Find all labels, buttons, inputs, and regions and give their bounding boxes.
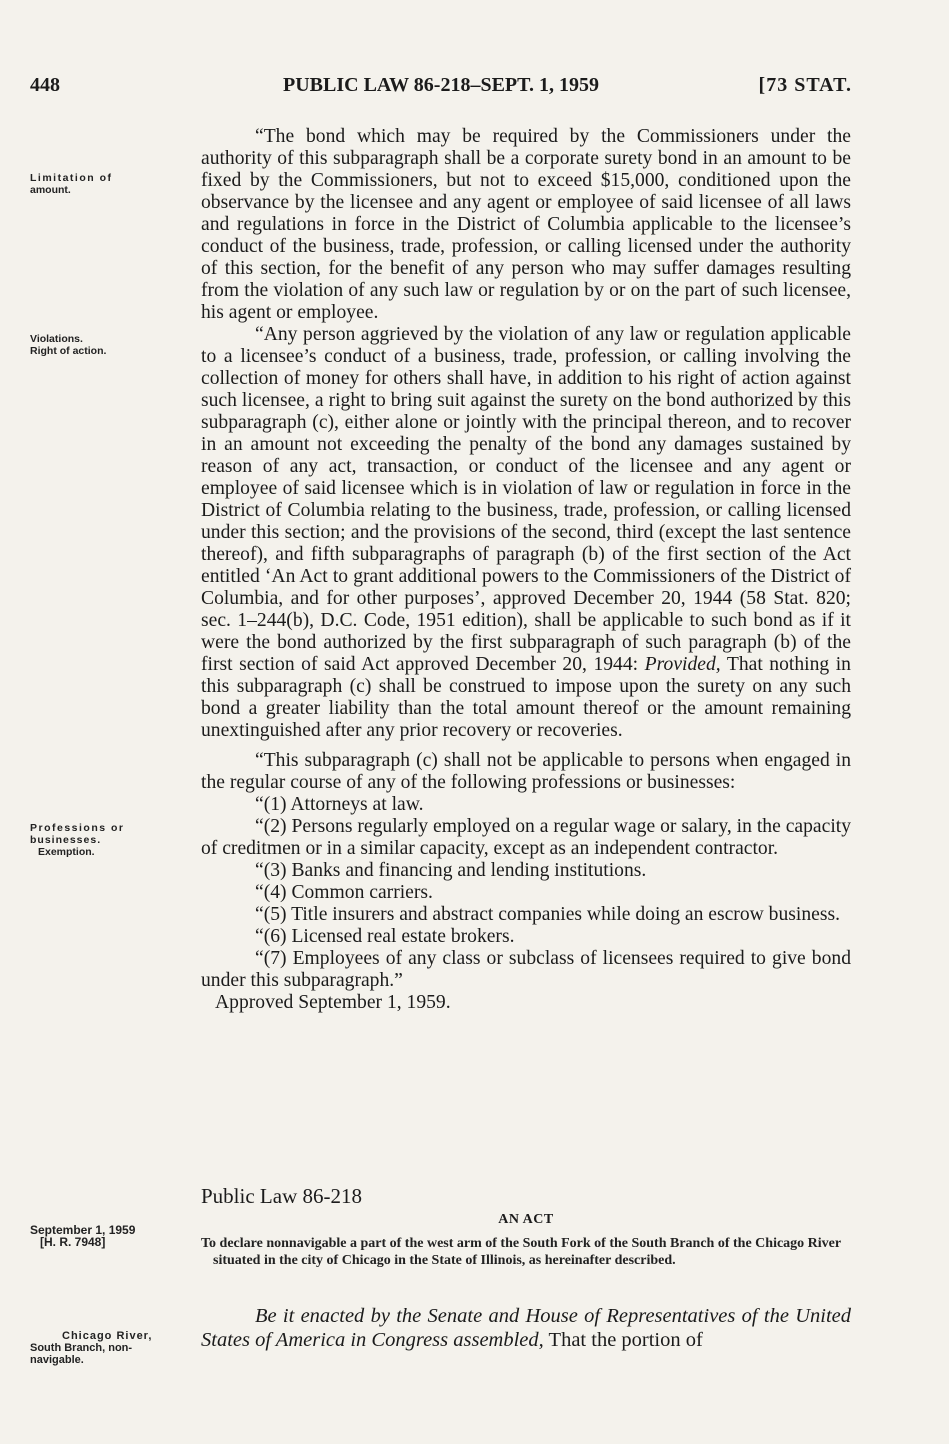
enacting-clause: [201, 1304, 851, 1352]
margin-note-line: Right of action.: [30, 345, 107, 357]
list-item: “(3) Banks and financing and lending institutions.: [255, 860, 647, 881]
margin-note-line: businesses.: [30, 834, 102, 846]
right-of-action-paragraph: [201, 324, 851, 742]
public-law-heading: Public Law 86-218: [201, 1184, 362, 1208]
enacting-clause-text: That the portion of: [543, 1329, 703, 1351]
body-text: [201, 126, 851, 1014]
margin-note-line: Professions or: [30, 822, 125, 834]
approved-line: Approved September 1, 1959.: [215, 992, 451, 1013]
running-title: PUBLIC LAW 86-218–SEPT. 1, 1959: [283, 74, 599, 96]
margin-note-line: Exemption.: [38, 846, 95, 858]
list-item: “(1) Attorneys at law.: [255, 794, 424, 815]
paragraph-text: “Any person aggrieved by the violation of any law or regulation applicable to a licensee’s conduct of a business, trade, profession, or calling involving the collection of money for others shall have, in addition to his right of action against such licensee, a right to bring suit against the surety on the bond authorized by this subparagraph (c), either alone or jointly with the principal thereon, and to recover in an amount not exceeding the penalty of the bond any damages sustained by reason of any act, transaction, or conduct of the licensee and any agent or employee of said licensee which is in violation of law or regulation in force in the District of Columbia relating to the business, trade, profession, or calling licensed under this section; and the provisions of the second, third (except the last sentence thereof), and fifth subparagraphs of paragraph (b) of the first section of the Act entitled ‘An Act to grant additional powers to the Commissioners of the District of Columbia, and for other purposes’, approved December 20, 1944 (58 Stat. 820; sec. 1–244(b), D.C. Code, 1951 edition), shall be applicable to such bond as if it were the bond authorized by the first subparagraph of such paragraph (b) of the first section of said Act approved December 20, 1944:: [201, 324, 851, 675]
list-item: “(5) Title insurers and abstract companies while doing an escrow business.: [255, 904, 840, 925]
margin-note-line: September 1, 1959: [30, 1223, 136, 1237]
list-item: “(4) Common carriers.: [255, 882, 433, 903]
act-title: [201, 1235, 851, 1269]
page-number: 448: [30, 74, 60, 96]
margin-note-line: [H. R. 7948]: [40, 1235, 106, 1249]
margin-note-line: South Branch, non-: [30, 1342, 133, 1354]
margin-note-professions: [30, 822, 195, 858]
margin-note-line: navigable.: [30, 1354, 84, 1366]
margin-note-chicago: [30, 1330, 195, 1366]
page-header: [30, 74, 852, 108]
margin-note-line: Violations.: [30, 333, 83, 345]
statute-reference: [73 STAT.: [758, 74, 852, 96]
list-item: “(6) Licensed real estate brokers.: [255, 926, 515, 947]
act-title-text: To declare nonnavigable a part of the west arm of the South Fork of the South Branch of the Chicago River situated in the city of Chicago in the State of Illinois, as hereinafter described.: [201, 1236, 841, 1268]
an-act-heading: AN ACT: [498, 1212, 554, 1227]
margin-note-line: amount.: [30, 184, 71, 196]
list-item: “(2) Persons regularly employed on a regular wage or salary, in the capacity of creditmen or in a similar capacity, except as an independent contractor.: [201, 816, 851, 859]
margin-note-violations: [30, 333, 195, 357]
margin-note-limitation: [30, 172, 195, 196]
provided-italic: Provided,: [644, 654, 721, 675]
margin-note-line: Chicago River,: [62, 1330, 153, 1342]
exemption-paragraph: “This subparagraph (c) shall not be applicable to persons when engaged in the regular course of any of the following professions or businesses:: [201, 750, 851, 793]
margin-note-date: [30, 1224, 195, 1248]
bond-paragraph: “The bond which may be required by the Commissioners under the authority of this subparagraph shall be a corporate surety bond in an amount to be fixed by the Commissioners, but not to exceed $15,000, conditioned upon the observance by the licensee and any agent or employee of said licensee of all laws and regulations in force in the District of Columbia applicable to the licensee’s conduct of the business, trade, profession, or calling licensed under the authority of this section, for the benefit of any person who may suffer damages resulting from the violation of any such law or regulation by or on the part of such licensee, his agent or employee.: [201, 126, 851, 323]
list-item: “(7) Employees of any class or subclass of licensees required to give bond under this subparagraph.”: [201, 948, 851, 991]
paragraph-text: That nothing in this subparagraph (c) shall be construed to impose upon the surety on any such bond a greater liability than the total amount thereof or the amount remaining unextinguished after any prior recovery or recoveries.: [201, 654, 851, 741]
enacting-clause-italic: Be it enacted by the Senate and House of Representatives of the United States of America in Congress assembled,: [201, 1305, 851, 1351]
margin-note-line: Limitation of: [30, 172, 113, 184]
